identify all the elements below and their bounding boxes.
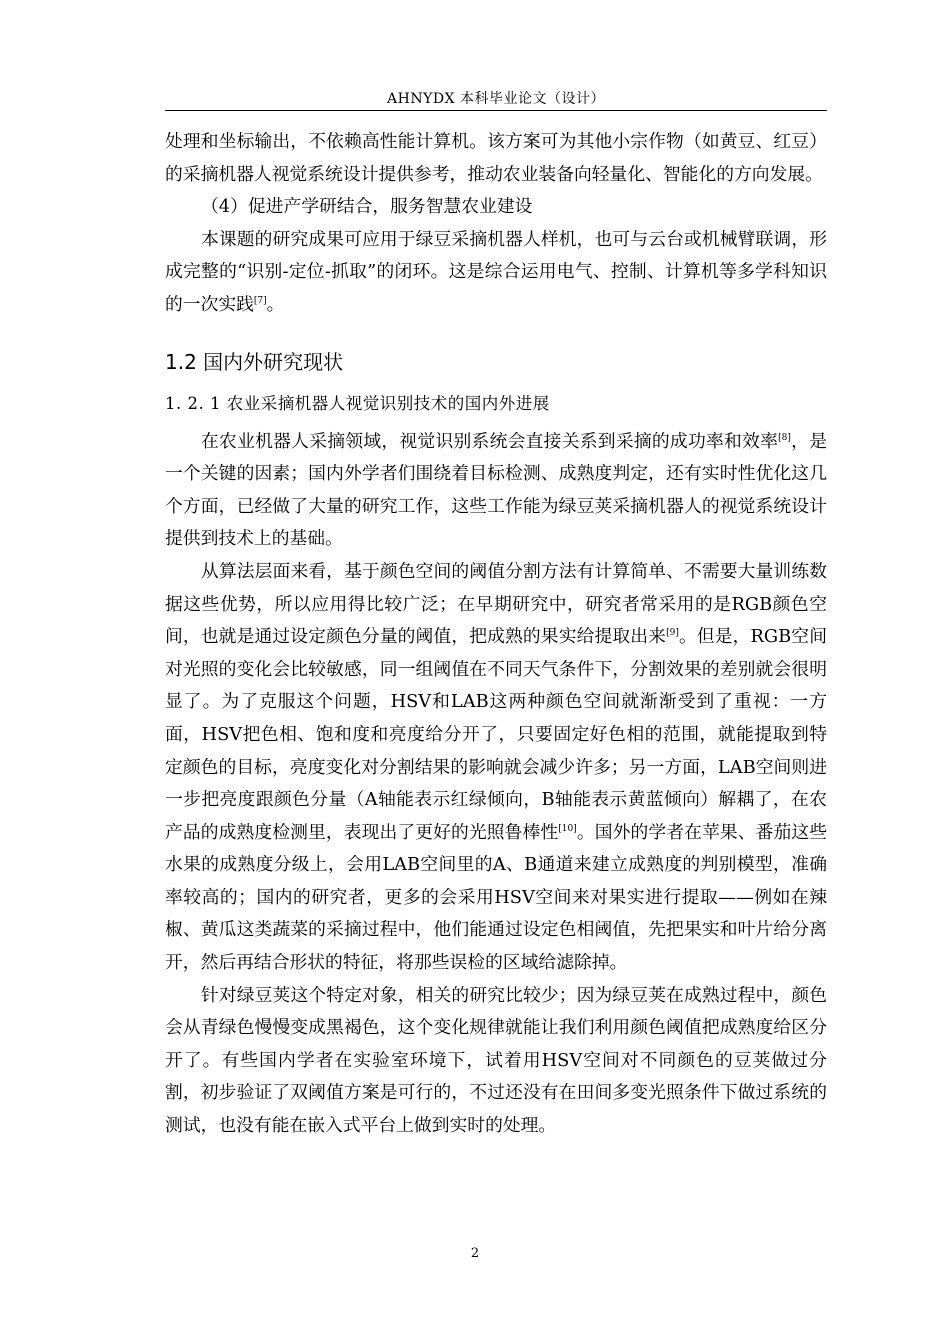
paragraph [165,556,827,980]
list-heading: （4）促进产学研结合，服务智慧农业建设 [201,196,533,218]
page-body [165,126,827,1143]
citation: [9] [666,628,679,639]
paragraph-text: 本课题的研究成果可应用于绿豆采摘机器人样机，也可与云台或机械臂联调，形成完整的“识别-定位-抓取”的闭环。这是综合运用电气、控制、计算机等多学科知识的一次实践 [165,228,827,315]
paragraph [165,426,827,556]
page-number: 2 [470,1246,480,1261]
paragraph-text: 。国外的学者在苹果、番茄这些水果的成熟度分级上，会用LAB空间里的A、B通道来建立成熟度的判别模型，准确率较高的；国内的研究者，更多的会采用HSV空间来对果实进行提取——例如在辣椒、黄瓜这类蔬菜的采摘过程中，他们能通过设定色相阈值，先把果实和叶片给分离开，然后再结合形状的特征，将那些误检的区域给滤除掉。 [165,821,827,974]
paragraph: 处理和坐标输出，不依赖高性能计算机。该方案可为其他小宗作物（如黄豆、红豆）的采摘机器人视觉系统设计提供参考，推动农业装备向轻量化、智能化的方向发展。 [165,131,827,185]
subsection-heading: 1. 2. 1 农业采摘机器人视觉识别技术的国内外进展 [165,393,550,413]
paragraph-text: ，是一个关键的因素；国内外学者们围绕着目标检测、成熟度判定，还有实时性优化这几个方面，已经做了大量的研究工作，这些工作能为绿豆荚采摘机器人的视觉系统设计提供到技术上的基础。 [165,430,827,550]
paragraph-text: 。 [266,293,285,315]
paragraph: 针对绿豆荚这个特定对象，相关的研究比较少；因为绿豆荚在成熟过程中，颜色会从青绿色慢慢变成黑褐色，这个变化规律就能让我们利用颜色阈值把成熟度给区分开了。有些国内学者在实验室环境下，试着用HSV空间对不同颜色的豆荚做过分割，初步验证了双阈值方案是可行的，不过还没有在田间多变光照条件下做过系统的测试，也没有能在嵌入式平台上做到实时的处理。 [165,984,827,1137]
header-rule [165,110,827,111]
paragraph [165,224,827,322]
citation: [8] [778,432,791,443]
citation: [10] [558,823,577,834]
paragraph-text: 。但是，RGB空间对光照的变化会比较敏感，同一组阈值在不同天气条件下，分割效果的差别就会很明显了。为了克服这个问题，HSV和LAB这两种颜色空间就渐渐受到了重视：一方面，HSV把色相、饱和度和亮度给分开了，只要固定好色相的范围，就能提取到特定颜色的目标，亮度变化对分割结果的影响就会减少许多；另一方面，LAB空间则进一步把亮度跟颜色分量（A轴能表示红绿倾向，B轴能表示黄蓝倾向）解耦了，在农产品的成熟度检测里，表现出了更好的光照鲁棒性 [165,626,827,843]
page-header: AHNYDX 本科毕业论文（设计） [387,91,605,107]
paragraph-text: 在农业机器人采摘领域，视觉识别系统会直接关系到采摘的成功率和效率 [201,430,779,452]
section-heading: 1.2 国内外研究现状 [165,349,344,374]
citation: [7] [253,296,267,307]
paragraph-text: 从算法层面来看，基于颜色空间的阈值分割方法有计算简单、不需要大量训练数据这些优势，所以应用得比较广泛；在早期研究中，研究者常采用的是RGB颜色空间，也就是通过设定颜色分量的阈值，把成熟的果实给提取出来 [165,560,827,648]
